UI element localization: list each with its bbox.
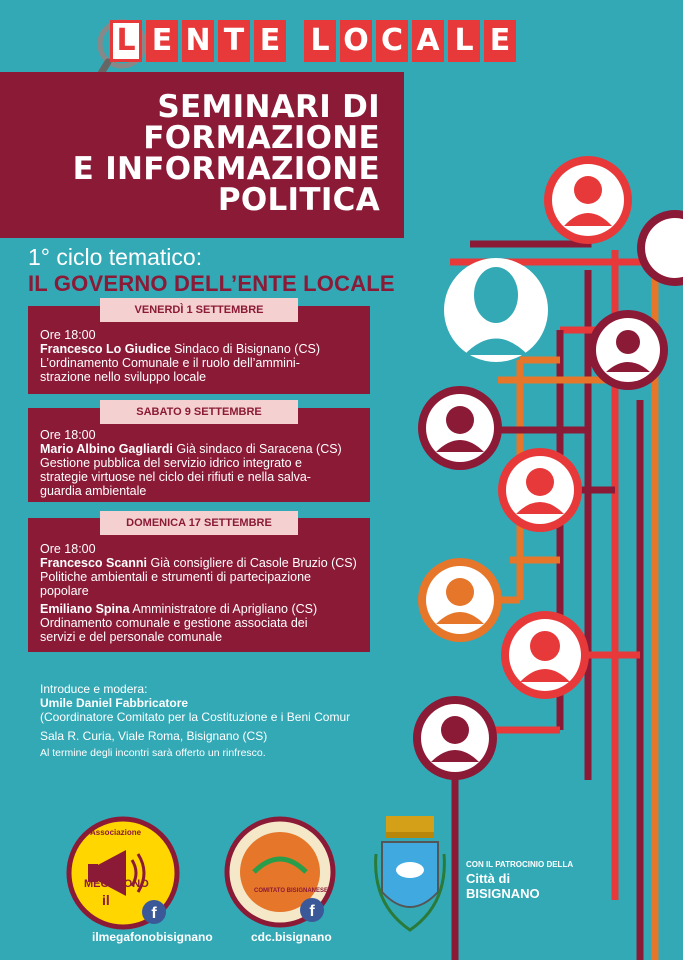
- event-day-badge: DOMENICA 17 SETTEMBRE: [100, 511, 298, 535]
- speaker-role: Già sindaco di Saracena (CS): [172, 442, 342, 456]
- event-speaker: [40, 442, 342, 456]
- megafono-il-text: il: [102, 892, 110, 908]
- header-spacer: [290, 20, 300, 62]
- header-letter: E: [146, 20, 178, 62]
- event-topic: Politiche ambientali e strumenti di partecipazione: [40, 570, 311, 584]
- event-speaker: [40, 342, 320, 356]
- event-topic: strategie virtuose nel ciclo dei rifiuti e nella salva-: [40, 470, 311, 484]
- refreshment-note: Al termine degli incontri sarà offerto un rinfresco.: [40, 747, 266, 759]
- moderator-label: Introduce e modera:: [40, 682, 148, 696]
- cdc-text: COMITATO BISIGNANESE: [254, 888, 329, 894]
- patronage-city-line2: BISIGNANO: [466, 886, 540, 901]
- title-line: SEMINARI DI: [157, 89, 380, 125]
- megafono-text: MEGAFONO: [84, 878, 149, 890]
- speaker-name: Francesco Scanni: [40, 556, 147, 570]
- cycle-label: 1° ciclo tematico:: [28, 244, 203, 270]
- megafono-handle[interactable]: ilmegafonobisignano: [92, 930, 213, 944]
- event-topic: strazione nello sviluppo locale: [40, 370, 207, 384]
- event-speaker: [40, 602, 317, 616]
- event-topic: servizi e del personale comunale: [40, 630, 223, 644]
- venue: Sala R. Curia, Viale Roma, Bisignano (CS): [40, 729, 268, 743]
- header-letter: E: [254, 20, 286, 62]
- header-letter: O: [340, 20, 372, 62]
- patronage-label: CON IL PATROCINIO DELLA: [466, 860, 574, 869]
- speaker-name: Francesco Lo Giudice: [40, 342, 171, 356]
- header-letter: N: [182, 20, 214, 62]
- title-block: [0, 72, 404, 238]
- cycle-heading: [28, 244, 395, 297]
- moderator-role: (Coordinatore Comitato per la Costituzione e i Beni Comur: [40, 710, 351, 724]
- event-time: Ore 18:00: [40, 428, 96, 442]
- event-day-badge: SABATO 9 SETTEMBRE: [100, 400, 298, 424]
- speaker-role: Sindaco di Bisignano (CS): [170, 342, 320, 356]
- page-title: [72, 89, 380, 218]
- bisignano-coat-of-arms: [372, 814, 448, 936]
- speaker-role: Già consigliere di Casole Bruzio (CS): [147, 556, 357, 570]
- event-topic: Ordinamento comunale e gestione associata dei: [40, 616, 308, 630]
- event-time: Ore 18:00: [40, 328, 96, 342]
- cdc-handle[interactable]: cdc.bisignano: [251, 930, 332, 944]
- moderator-name: Umile Daniel Fabbricatore: [40, 696, 189, 710]
- title-line: E INFORMAZIONE: [72, 151, 380, 187]
- event-card-3: [28, 518, 370, 652]
- header-letter: L: [304, 20, 336, 62]
- speaker-name: Emiliano Spina: [40, 602, 130, 616]
- speaker-role: Amministratore di Aprigliano (CS): [129, 602, 318, 616]
- title-line: FORMAZIONE: [143, 120, 380, 156]
- event-speaker: [40, 556, 357, 570]
- svg-text:f: f: [151, 905, 157, 922]
- event-topic: guardia ambientale: [40, 484, 147, 498]
- header-letter: L: [448, 20, 480, 62]
- header-letter: T: [218, 20, 250, 62]
- header-letter: A: [412, 20, 444, 62]
- speaker-name: Mario Albino Gagliardi: [40, 442, 173, 456]
- title-line: POLITICA: [217, 182, 380, 218]
- event-time: Ore 18:00: [40, 542, 96, 556]
- svg-text:f: f: [309, 903, 315, 920]
- event-topic: L’ordinamento Comunale e il ruolo dell’ammini-: [40, 356, 300, 370]
- patronage-city-line1: Città di: [466, 871, 511, 886]
- event-topic: Gestione pubblica del servizio idrico integrato e: [40, 456, 302, 470]
- header-letter: C: [376, 20, 408, 62]
- header-letter: E: [484, 20, 516, 62]
- cdc-logo: [224, 816, 336, 928]
- moderator-block: [40, 682, 350, 724]
- event-topic: popolare: [40, 584, 89, 598]
- cycle-theme: IL GOVERNO DELL’ENTE LOCALE: [28, 271, 395, 296]
- megafono-top-text: Associazione: [90, 828, 142, 837]
- event-day-badge: VENERDÌ 1 SETTEMBRE: [100, 298, 298, 322]
- header-letter: L: [110, 20, 142, 62]
- header-title-tiles: [110, 20, 516, 62]
